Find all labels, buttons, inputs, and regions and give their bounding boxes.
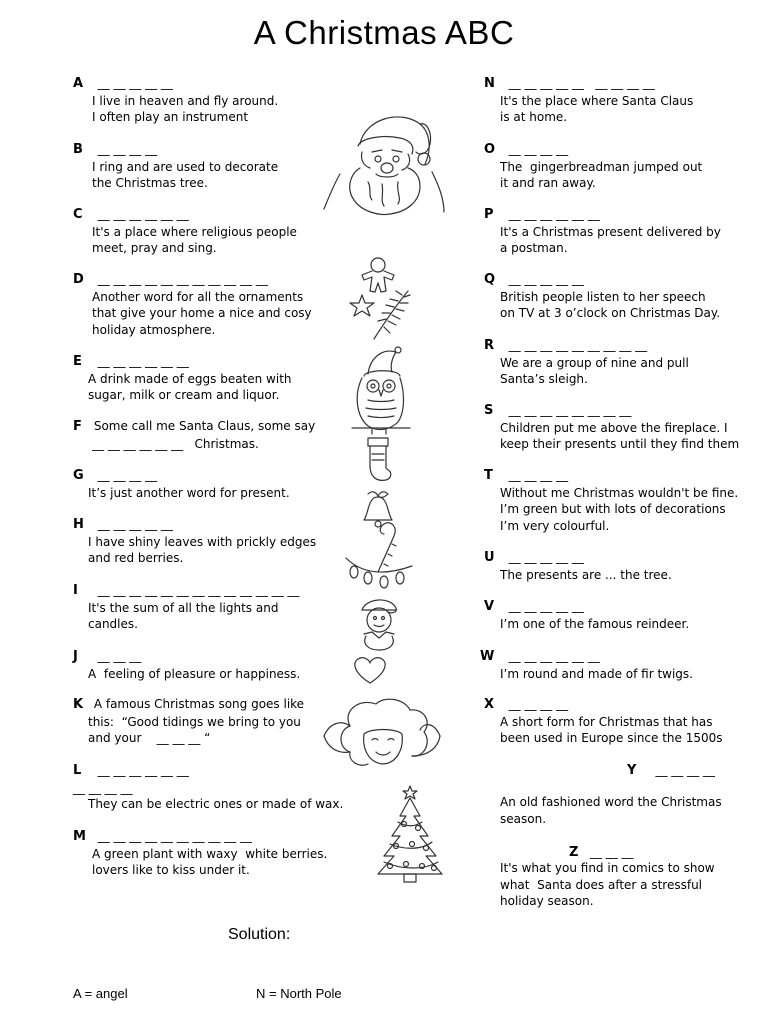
answer-blank: __ __ __ __ [97, 468, 158, 482]
clue-text: that give your home a nice and cosy [92, 306, 312, 320]
clue-t [484, 467, 738, 534]
clue-text: holiday atmosphere. [92, 322, 216, 337]
clue-text: I’m one of the famous reindeer. [500, 616, 690, 631]
clue-text: I’m green but with lots of decorations [500, 502, 726, 516]
clue-text: They can be electric ones or made of wax. [88, 797, 344, 811]
clue-text: An old fashioned word the Christmas [500, 795, 722, 809]
solution-entry-n: N = North Pole [256, 986, 342, 1001]
clue-text: the Christmas tree. [92, 176, 208, 190]
answer-blank: __ __ __ __ __ __ __ __ [508, 403, 632, 417]
clue-letter: P [484, 207, 494, 222]
clue-text: It’s just another word for present. [88, 485, 290, 500]
answer-blank: __ __ __ __ __ __ __ __ __ [508, 338, 648, 352]
clue-letter: Z [569, 845, 579, 860]
clue-text: I’m very colourful. [500, 518, 610, 533]
clue-text: Some call me Santa Claus, some say [93, 419, 316, 433]
solution-label: Solution: [228, 926, 291, 943]
clue-text: this: “Good tidings we bring to you [88, 714, 301, 729]
answer-blank: __ __ __ [589, 845, 634, 859]
clue-f [73, 418, 315, 452]
answer-blank: __ __ __ __ [655, 763, 715, 777]
clue-y-head [627, 762, 715, 780]
clue-text: a postman. [500, 241, 568, 255]
clue-text: It's the sum of all the lights and [88, 600, 279, 615]
clue-text: been used in Europe since the 1500s [500, 731, 723, 745]
clue-j [73, 648, 300, 682]
answer-blank: __ __ __ __ __ __ __ __ __ __ [97, 829, 252, 843]
clue-h [73, 516, 316, 567]
clue-text: Santa’s sleigh. [500, 372, 588, 386]
clue-letter: N [484, 76, 495, 91]
clue-text: It's a Christmas present delivered by [500, 224, 721, 239]
clue-letter: L [73, 763, 82, 778]
clue-p [484, 206, 721, 257]
clue-text: is at home. [500, 110, 568, 124]
clue-text: It's a place where religious people [92, 224, 297, 239]
clue-letter: Y [627, 763, 637, 778]
clue-text: Children put me above the fireplace. I [500, 420, 728, 435]
clue-letter: Q [484, 272, 496, 287]
clue-a [73, 75, 278, 126]
answer-blank: __ __ __ __ __ __ [97, 207, 189, 221]
clue-o [484, 141, 702, 192]
clue-text: We are a group of nine and pull [500, 355, 689, 370]
clue-letter: U [484, 550, 495, 565]
clue-b [73, 141, 278, 192]
solution-entry-a: A = angel [73, 986, 128, 1001]
answer-blank: __ __ __ __ __ __ __ __ __ __ __ __ __ [97, 583, 300, 597]
clue-text: A drink made of eggs beaten with [88, 371, 292, 386]
clue-letter: F [73, 419, 82, 434]
answer-blank: __ __ __ __ __ [97, 76, 173, 90]
clue-text: The gingerbreadman jumped out [500, 159, 703, 174]
owl-icon [350, 344, 412, 440]
answer-blank: __ __ __ __ __ [508, 550, 584, 564]
clue-text: it and ran away. [500, 176, 596, 190]
stocking-icon [360, 436, 396, 488]
clue-letter: M [73, 829, 86, 844]
clue-letter: E [73, 354, 82, 369]
clue-letter: K [73, 697, 84, 712]
answer-blank: __ __ __ __ __ __ [508, 649, 600, 663]
answer-blank: __ __ __ __ __ [97, 517, 173, 531]
clue-letter: B [73, 142, 83, 157]
clue-letter: I [73, 583, 78, 598]
clue-letter: X [484, 697, 495, 712]
clue-letter: D [73, 272, 84, 287]
christmas-tree-icon [374, 784, 458, 888]
clue-m [73, 828, 327, 879]
clue-letter: O [484, 142, 496, 157]
heart-icon [350, 655, 390, 689]
clue-letter: J [73, 649, 78, 664]
clue-text: A feeling of pleasure or happiness. [88, 666, 301, 681]
answer-blank: __ __ __ __ __ __ __ __ __ [508, 76, 655, 90]
clue-u [484, 549, 672, 583]
answer-blank: __ __ __ __ [508, 142, 569, 156]
clue-text: It's the place where Santa Claus [500, 93, 694, 108]
clue-i [73, 582, 299, 633]
clue-text: sugar, milk or cream and liquor. [88, 388, 280, 402]
clue-g [73, 467, 290, 501]
clue-text: what Santa does after a stressful [500, 877, 703, 892]
clue-y [500, 794, 722, 827]
gingerbread-star-fir-icon [348, 255, 413, 349]
clue-text: I often play an instrument [92, 110, 249, 124]
clue-text: I live in heaven and fly around. [92, 93, 279, 108]
clue-letter: H [73, 517, 84, 532]
clue-e [73, 353, 292, 404]
clue-text: holiday season. [500, 894, 594, 908]
clue-letter: V [484, 599, 495, 614]
answer-blank: __ __ __ __ [97, 142, 158, 156]
clue-text: and your __ __ __ “ [88, 731, 211, 745]
clue-w [480, 648, 693, 682]
clue-l [73, 762, 343, 813]
clue-letter: A [73, 76, 84, 91]
answer-blank: __ __ __ __ __ [508, 272, 584, 286]
clue-text: I ring and are used to decorate [92, 159, 279, 174]
clue-letter: C [73, 207, 83, 222]
clue-text: keep their presents until they find them [500, 437, 740, 451]
clue-text: meet, pray and sing. [92, 241, 217, 255]
answer-blank: __ __ __ __ [508, 697, 569, 711]
clue-v [484, 598, 689, 632]
clue-d [73, 271, 312, 338]
clue-text: A green plant with waxy white berries. [92, 846, 328, 861]
clue-text: season. [500, 811, 547, 826]
clue-letter: T [484, 468, 493, 483]
clue-text: on TV at 3 o’clock on Christmas Day. [500, 306, 721, 320]
answer-blank: __ __ __ __ __ __ __ __ __ __ __ [97, 272, 268, 286]
clue-text: British people listen to her speech [500, 289, 706, 304]
clue-text: I have shiny leaves with prickly edges [88, 534, 317, 549]
answer-blank: __ __ __ __ [73, 780, 133, 795]
clue-r [484, 337, 689, 388]
answer-blank: __ __ __ __ __ __ Christmas. [92, 436, 259, 451]
clue-text: I’m round and made of fir twigs. [500, 666, 693, 681]
answer-blank: __ __ __ __ __ __ [97, 354, 189, 368]
clue-text: Another word for all the ornaments [92, 289, 304, 304]
clue-text: A famous Christmas song goes like [93, 697, 305, 711]
clue-s [484, 402, 739, 453]
clue-n [484, 75, 693, 126]
answer-blank: __ __ __ [97, 649, 142, 663]
clue-text: A short form for Christmas that has [500, 714, 713, 729]
answer-blank: __ __ __ __ __ __ [508, 207, 600, 221]
clue-k [73, 696, 304, 747]
clue-text: candles. [88, 617, 138, 631]
clue-letter: G [73, 468, 84, 483]
clue-text: It's what you find in comics to show [500, 861, 715, 875]
clue-z-head [569, 844, 633, 862]
clue-x [484, 696, 723, 747]
santa-icon [320, 104, 445, 223]
angel-face-icon [320, 696, 445, 780]
clue-c [73, 206, 297, 257]
clue-letter: S [484, 403, 494, 418]
lights-icon [344, 552, 416, 596]
clue-text: lovers like to kiss under it. [92, 863, 250, 877]
clue-q [484, 271, 720, 322]
answer-blank: __ __ __ __ [508, 468, 569, 482]
clue-z [500, 860, 715, 910]
answer-blank: __ __ __ __ __ [508, 599, 584, 613]
elf-icon [348, 592, 410, 656]
clue-letter: R [484, 338, 495, 353]
clue-text: and red berries. [88, 551, 184, 565]
page-title: A Christmas ABC [253, 14, 515, 51]
clue-letter: W [480, 649, 495, 664]
answer-blank: __ __ __ __ __ __ [97, 763, 189, 777]
clue-text: Without me Christmas wouldn't be fine. [500, 485, 739, 500]
clue-text: The presents are ... the tree. [500, 567, 672, 582]
